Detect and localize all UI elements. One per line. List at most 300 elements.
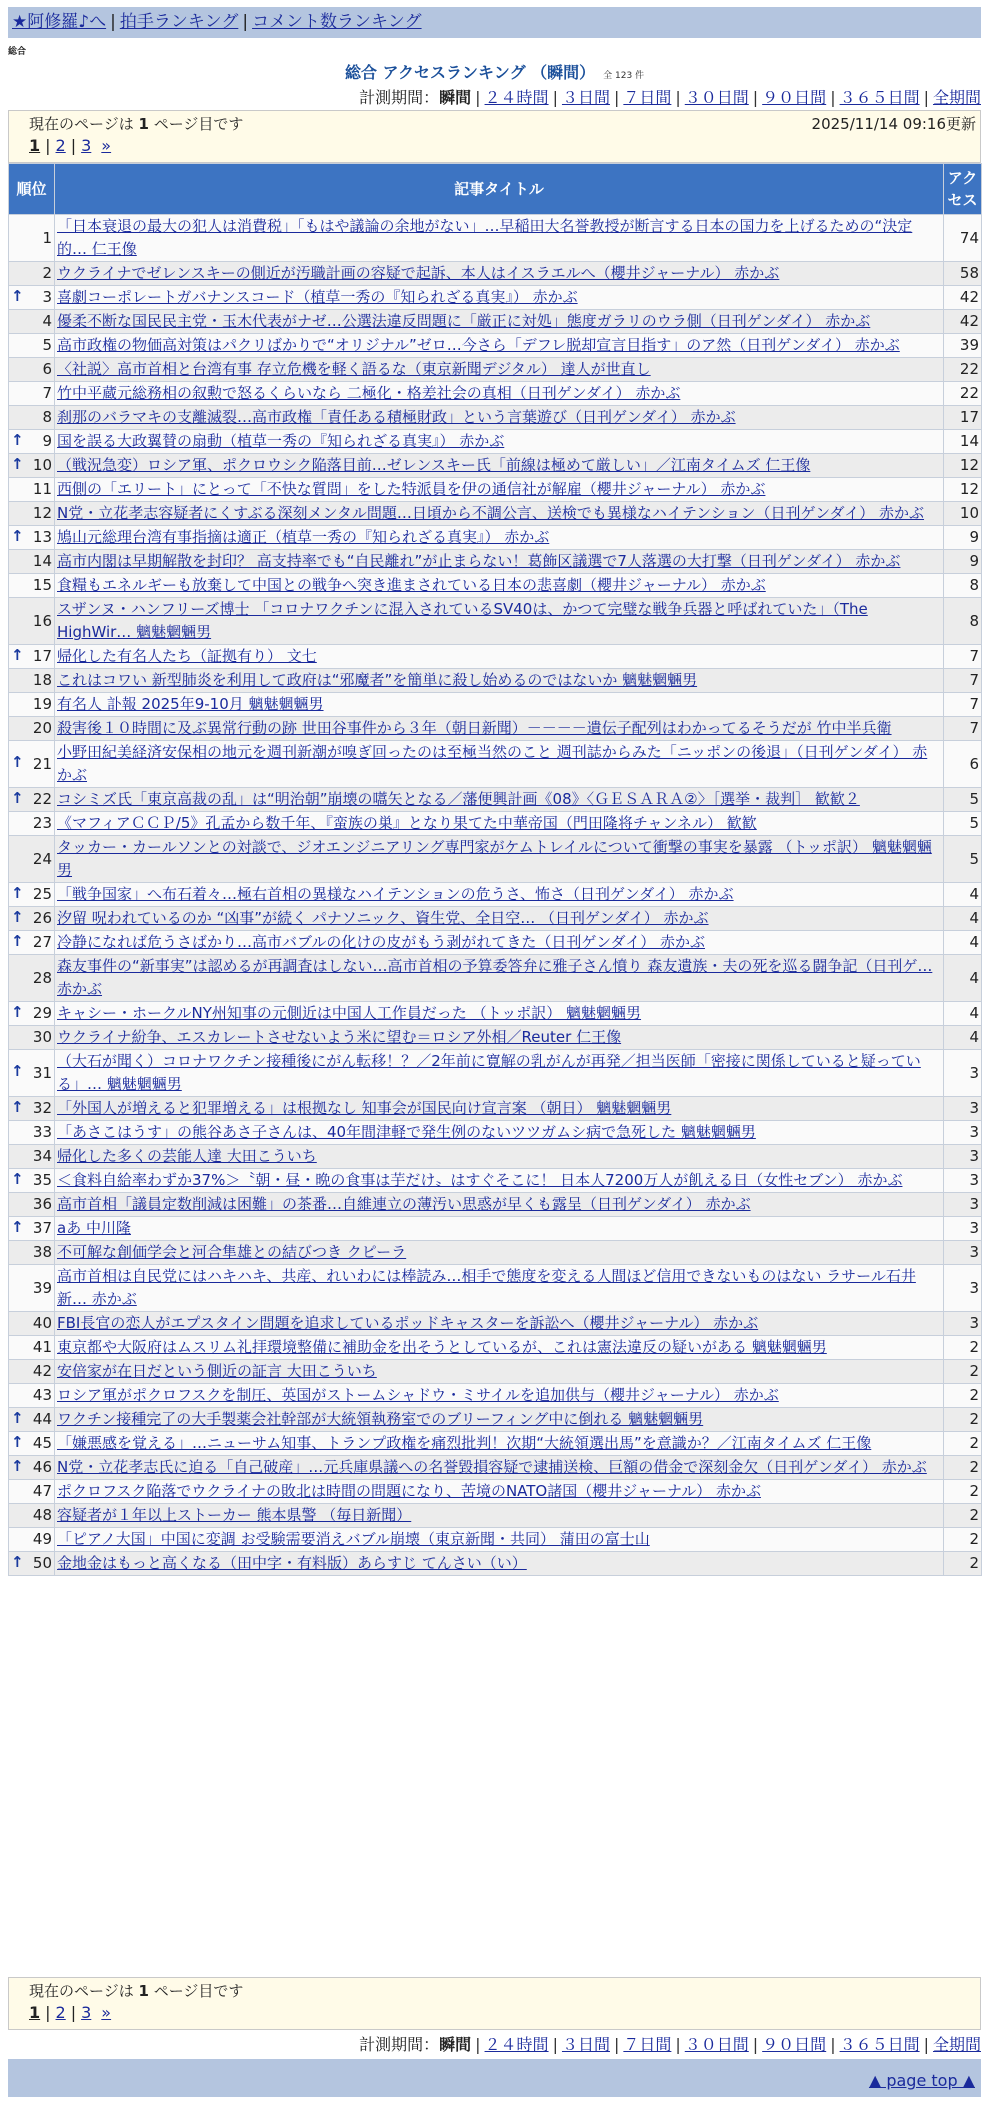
title-cell	[55, 1265, 944, 1312]
period-link-24h[interactable]: ２４時間	[484, 88, 549, 107]
updated-timestamp: 2025/11/14 09:16更新	[811, 115, 976, 133]
title-cell	[55, 286, 944, 310]
title-cell	[55, 1336, 944, 1360]
rank-number: 3	[42, 288, 52, 306]
table-row	[9, 215, 982, 262]
access-count: 8	[944, 574, 982, 598]
table-row	[9, 1552, 982, 1576]
access-count: 3	[944, 1050, 982, 1097]
rank-cell	[9, 550, 55, 574]
rank-cell	[9, 907, 55, 931]
rank-number: 32	[32, 1099, 52, 1117]
rank-cell	[9, 1552, 55, 1576]
title-cell	[55, 1026, 944, 1050]
title-cell	[55, 526, 944, 550]
table-row	[9, 907, 982, 931]
article-title-link[interactable]: 高市首相「議員定数削減は困難」の茶番…自維連立の薄汚い思惑が早くも露呈（日刊ゲンダイ） 赤かぶ	[57, 1195, 751, 1213]
article-title-link[interactable]: N党・立花孝志氏に迫る「自己破産」…元兵庫県議への名誉毀損容疑で逮捕送検、巨額の借金で深刻金欠（日刊ゲンダイ） 赤かぶ	[57, 1458, 927, 1476]
title-cell	[55, 430, 944, 454]
rank-number: 10	[32, 456, 52, 474]
access-count: 2	[944, 1360, 982, 1384]
page-next-link[interactable]: »	[101, 2003, 112, 2022]
rank-cell	[9, 788, 55, 812]
access-count: 4	[944, 955, 982, 1002]
footer-bar	[8, 2059, 981, 2097]
comment-ranking-link[interactable]: コメント数ランキング	[252, 12, 422, 32]
rank-number: 48	[32, 1506, 52, 1524]
article-title-link[interactable]: 安倍家が在日だという側近の証言 大田こういち	[57, 1362, 377, 1380]
access-count: 3	[944, 1169, 982, 1193]
access-count: 3	[944, 1193, 982, 1217]
rank-up-arrow-icon: ↑	[11, 1432, 24, 1451]
rank-number: 25	[32, 885, 52, 903]
rank-number: 8	[42, 408, 52, 426]
rank-number: 1	[42, 228, 52, 247]
current-page-text: 現在のページは 1 ページ目です	[29, 115, 244, 133]
table-row	[9, 1217, 982, 1241]
rank-cell	[9, 1528, 55, 1552]
rank-cell	[9, 1312, 55, 1336]
article-title-link[interactable]: 有名人 訃報 2025年9-10月 魑魅魍魎男	[57, 695, 324, 713]
article-title-link[interactable]: ウクライナ紛争、エスカレートさせないよう米に望む＝ロシア外相／Reuter 仁王像	[57, 1028, 622, 1046]
table-row	[9, 574, 982, 598]
title-cell	[55, 812, 944, 836]
ranking-table	[8, 163, 982, 1576]
rank-cell	[9, 454, 55, 478]
title-cell	[55, 334, 944, 358]
access-count: 10	[944, 502, 982, 526]
page-link-2[interactable]: 2	[55, 136, 66, 155]
title-cell	[55, 1145, 944, 1169]
article-title-link[interactable]: ポクロフスク陥落でウクライナの敗北は時間の問題になり、苦境のNATO諸国（櫻井ジャーナル） 赤かぶ	[57, 1482, 761, 1500]
rank-cell	[9, 1480, 55, 1504]
period-current: 瞬間	[439, 2035, 472, 2054]
table-row	[9, 1336, 982, 1360]
table-row	[9, 931, 982, 955]
access-count: 4	[944, 883, 982, 907]
nav-separator: |	[242, 12, 249, 32]
rank-number: 24	[32, 849, 52, 868]
rank-cell	[9, 1217, 55, 1241]
rank-up-arrow-icon: ↑	[11, 430, 24, 449]
article-title-link[interactable]: 刹那のバラマキの支離滅裂…高市政権「責任ある積極財政」という言葉遊び（日刊ゲンダイ） 赤かぶ	[57, 408, 736, 426]
access-count: 2	[944, 1552, 982, 1576]
rank-cell	[9, 286, 55, 310]
table-row	[9, 812, 982, 836]
pagination-bottom: 1 | 2 | 3 »	[29, 2003, 112, 2022]
title-cell	[55, 883, 944, 907]
table-row	[9, 1432, 982, 1456]
article-title-link[interactable]: 東京都や大阪府はムスリム礼拝環境整備に補助金を出そうとしているが、これは憲法違反の疑いがある 魑魅魍魎男	[57, 1338, 827, 1356]
rank-cell	[9, 717, 55, 741]
article-title-link[interactable]: （大石が聞く）コロナワクチン接種後にがん転移！？／2年前に寛解の乳がんが再発／担当医師「密接に関係していると疑っている」… 魑魅魍魎男	[57, 1052, 921, 1093]
article-title-link[interactable]: ロシア軍がポクロフスクを制圧、英国がストームシャドウ・ミサイルを追加供与（櫻井ジャーナル） 赤かぶ	[57, 1386, 779, 1404]
article-title-link[interactable]: これはコワい 新型肺炎を利用して政府は“邪魔者”を簡単に殺し始めるのではないか 魑魅魍魎男	[57, 671, 698, 689]
rank-cell	[9, 693, 55, 717]
rank-number: 33	[32, 1123, 52, 1141]
table-row	[9, 598, 982, 645]
period-link-90d[interactable]: ９０日間	[762, 2035, 827, 2054]
page-next-link[interactable]: »	[101, 136, 112, 155]
table-row	[9, 430, 982, 454]
table-row	[9, 1312, 982, 1336]
article-title-link[interactable]: 西側の「エリート」にとって「不快な質問」をした特派員を伊の通信社が解雇（櫻井ジャーナル） 赤かぶ	[57, 480, 766, 498]
rank-number: 30	[32, 1028, 52, 1046]
rank-number: 44	[32, 1410, 52, 1428]
table-row	[9, 478, 982, 502]
title-cell	[55, 788, 944, 812]
table-row	[9, 262, 982, 286]
rank-up-arrow-icon: ↑	[11, 1552, 24, 1571]
article-title-link[interactable]: 殺害後１０時間に及ぶ異常行動の跡 世田谷事件から３年（朝日新聞）－－－－遺伝子配列はわかってるそうだが 竹中半兵衛	[57, 719, 892, 737]
rank-number: 13	[32, 528, 52, 546]
title-cell	[55, 1193, 944, 1217]
period-link-90d[interactable]: ９０日間	[762, 88, 827, 107]
article-title-link[interactable]: 不可解な創価学会と河合隼雄との結びつき クピーラ	[57, 1243, 407, 1261]
access-count: 74	[944, 215, 982, 262]
access-count: 2	[944, 1336, 982, 1360]
table-row	[9, 550, 982, 574]
rank-cell	[9, 1432, 55, 1456]
title-cell	[55, 1097, 944, 1121]
period-link-7d[interactable]: ７日間	[623, 88, 672, 107]
article-title-link[interactable]: 帰化した有名人たち（証拠有り） 文七	[57, 647, 317, 665]
access-count: 42	[944, 286, 982, 310]
period-current: 瞬間	[439, 88, 472, 107]
rank-cell	[9, 1384, 55, 1408]
article-title-link[interactable]: 汐留 呪われているのか “凶事”が続く パナソニック、資生党、全日空… （日刊ゲンダイ） 赤かぶ	[57, 909, 709, 927]
access-count: 4	[944, 1026, 982, 1050]
article-title-link[interactable]: 〈社説〉高市首相と台湾有事 存立危機を軽く語るな（東京新聞デジタル） 達人が世直し	[57, 360, 651, 378]
article-title-link[interactable]: 「嫌悪感を覚える」…ニューサム知事、トランプ政権を痛烈批判！次期“大統領選出馬”を意識か？／江南タイムズ 仁王像	[57, 1434, 872, 1452]
table-row	[9, 669, 982, 693]
page-top-link[interactable]: ▲ page top ▲	[868, 2071, 975, 2090]
table-row	[9, 1241, 982, 1265]
page-info-box-top	[8, 110, 981, 163]
title-cell	[55, 215, 944, 262]
article-title-link[interactable]: 小野田紀美経済安保相の地元を週刊新潮が嗅ぎ回ったのは至極当然のこと 週刊誌からみた「ニッポンの後退」（日刊ゲンダイ） 赤かぶ	[57, 743, 928, 784]
rank-cell	[9, 1408, 55, 1432]
rank-number: 42	[32, 1362, 52, 1380]
table-row	[9, 883, 982, 907]
table-row	[9, 502, 982, 526]
article-title-link[interactable]: 国を誤る大政翼賛の扇動（植草一秀の『知られざる真実』） 赤かぶ	[57, 432, 505, 450]
rank-number: 46	[32, 1458, 52, 1476]
article-title-link[interactable]: 「ピアノ大国」中国に変調 お受験需要消えバブル崩壊（東京新聞・共同） 蒲田の富士山	[57, 1530, 650, 1548]
article-title-link[interactable]: 食糧もエネルギーも放棄して中国との戦争へ突き進まされている日本の悲喜劇（櫻井ジャーナル） 赤かぶ	[57, 576, 766, 594]
rank-cell	[9, 502, 55, 526]
rank-up-arrow-icon: ↑	[11, 1408, 24, 1427]
rank-cell	[9, 334, 55, 358]
period-link-365d[interactable]: ３６５日間	[839, 88, 920, 107]
access-count: 14	[944, 430, 982, 454]
article-title-link[interactable]: 「外国人が増えると犯罪増える」は根拠なし 知事会が国民向け宣言案 （朝日） 魑魅魍魎男	[57, 1099, 672, 1117]
rank-number: 41	[32, 1338, 52, 1356]
rank-up-arrow-icon: ↑	[11, 907, 24, 926]
table-row	[9, 382, 982, 406]
rank-cell	[9, 931, 55, 955]
rank-cell	[9, 310, 55, 334]
title-cell	[55, 1121, 944, 1145]
title-cell	[55, 931, 944, 955]
rank-number: 40	[32, 1314, 52, 1332]
article-title-link[interactable]: キャシー・ホークルNY州知事の元側近は中国人工作員だった （トッポ訳） 魑魅魍魎男	[57, 1004, 642, 1022]
rank-up-arrow-icon: ↑	[11, 931, 24, 950]
table-row	[9, 1169, 982, 1193]
access-count: 58	[944, 262, 982, 286]
rank-cell	[9, 1504, 55, 1528]
nav-separator: |	[110, 12, 116, 32]
title-cell	[55, 1408, 944, 1432]
rank-number: 11	[32, 480, 52, 498]
page-info-box-bottom	[8, 1977, 981, 2030]
rank-number: 31	[32, 1063, 52, 1082]
title-cell	[55, 358, 944, 382]
rank-cell	[9, 741, 55, 788]
title-cell	[55, 502, 944, 526]
title-cell	[55, 406, 944, 430]
rank-number: 12	[32, 504, 52, 522]
rank-cell	[9, 1456, 55, 1480]
rank-number: 14	[32, 552, 52, 570]
rank-cell	[9, 382, 55, 406]
title-cell	[55, 382, 944, 406]
page-current: 1	[29, 2003, 41, 2022]
access-count: 9	[944, 526, 982, 550]
period-link-all[interactable]: 全期間	[932, 88, 981, 107]
table-row	[9, 1026, 982, 1050]
rank-cell	[9, 812, 55, 836]
rank-number: 19	[32, 695, 52, 713]
rank-up-arrow-icon: ↑	[11, 1062, 24, 1080]
title-cell	[55, 478, 944, 502]
access-count: 5	[944, 836, 982, 883]
access-count: 6	[944, 741, 982, 788]
rank-cell	[9, 526, 55, 550]
rank-cell	[9, 1145, 55, 1169]
period-link-3d[interactable]: ３日間	[561, 2035, 610, 2054]
period-link-24h[interactable]: ２４時間	[484, 2035, 549, 2054]
rank-number: 37	[32, 1219, 52, 1237]
page-link-3[interactable]: 3	[81, 2003, 92, 2022]
table-row	[9, 1456, 982, 1480]
access-count: 5	[944, 788, 982, 812]
article-title-link[interactable]: 冷静になれば危うさばかり…高市バブルの化けの皮がもう剥がれてきた（日刊ゲンダイ） 赤かぶ	[57, 933, 705, 951]
rank-number: 18	[32, 671, 52, 689]
rank-number: 16	[32, 611, 52, 630]
clap-ranking-link[interactable]: 拍手ランキング	[119, 12, 239, 32]
table-row	[9, 1265, 982, 1312]
col-header-title: 記事タイトル	[55, 164, 944, 215]
article-title-link[interactable]: FBI長官の恋人がエプスタイン問題を追求しているポッドキャスターを訴訟へ（櫻井ジャーナル） 赤かぶ	[57, 1314, 759, 1332]
table-row	[9, 955, 982, 1002]
title-cell	[55, 1432, 944, 1456]
table-row	[9, 1050, 982, 1097]
table-row	[9, 358, 982, 382]
title-cell	[55, 1312, 944, 1336]
title-cell	[55, 1552, 944, 1576]
rank-cell	[9, 1193, 55, 1217]
article-title-link[interactable]: 「日本衰退の最大の犯人は消費税」「もはや議論の余地がない」…早稲田大名誉教授が断言する日本の国力を上げるための“決定的… 仁王像	[57, 217, 913, 258]
pagination-top: 1 | 2 | 3 »	[29, 136, 112, 155]
access-count: 2	[944, 1528, 982, 1552]
access-count: 8	[944, 598, 982, 645]
article-title-link[interactable]: ワクチン接種完了の大手製薬会社幹部が大統領執務室でのブリーフィング中に倒れる 魑魅魍魎男	[57, 1410, 704, 1428]
rank-cell	[9, 1169, 55, 1193]
rank-number: 20	[32, 719, 52, 737]
rank-number: 17	[32, 647, 52, 665]
article-title-link[interactable]: 「戦争国家」へ布石着々…極右首相の異様なハイテンションの危うさ、怖さ（日刊ゲンダイ） 赤かぶ	[57, 885, 734, 903]
ranking-title: 総合 アクセスランキング （瞬間）	[344, 63, 596, 82]
access-count: 3	[944, 1241, 982, 1265]
period-selector-top: 計測期間：瞬間 | ２４時間 | ３日間 | ７日間 | ３０日間 | ９０日間 | ３６５日間 | 全期間	[359, 88, 981, 107]
article-title-link[interactable]: 高市政権の物価高対策はパクリばかりで“オリジナル”ゼロ…今さら「デフレ脱却宣言目指す」のア然（日刊ゲンダイ） 赤かぶ	[57, 336, 900, 354]
rank-cell	[9, 574, 55, 598]
title-cell	[55, 645, 944, 669]
period-selector-bottom: 計測期間：瞬間 | ２４時間 | ３日間 | ７日間 | ３０日間 | ９０日間 | ３６５日間 | 全期間	[359, 2035, 981, 2054]
table-row	[9, 1384, 982, 1408]
rank-number: 34	[32, 1147, 52, 1165]
article-title-link[interactable]: ＜食料自給率わずか37%＞〝朝・昼・晩の食事は芋だけ〟はすぐそこに！ 日本人7200万人が飢える日（女性セブン） 赤かぶ	[57, 1171, 903, 1189]
period-label: 計測期間：	[359, 2035, 440, 2054]
article-title-link[interactable]: 鳩山元総理台湾有事指摘は適正（植草一秀の『知られざる真実』） 赤かぶ	[57, 528, 550, 546]
rank-up-arrow-icon: ↑	[11, 1002, 24, 1021]
rank-up-arrow-icon: ↑	[11, 1097, 24, 1116]
article-title-link[interactable]: 「あさこはうす」の熊谷あさ子さんは、40年間津軽で発生例のないツツガムシ病で急死した 魑魅魍魎男	[57, 1123, 756, 1141]
access-count: 9	[944, 550, 982, 574]
title-cell	[55, 1169, 944, 1193]
page-link-2[interactable]: 2	[55, 2003, 66, 2022]
rank-up-arrow-icon: ↑	[11, 526, 24, 545]
article-title-link[interactable]: 金地金はもっと高くなる（田中字・有料版）あらすじ てんさい（い）	[57, 1554, 527, 1572]
access-count: 22	[944, 358, 982, 382]
article-title-link[interactable]: 高市首相は自民党にはハキハキ、共産、れいわには棒読み…相手で態度を変える人間ほど信用できないものはない ラサール石井 新… 赤かぶ	[57, 1267, 916, 1308]
rank-number: 27	[32, 933, 52, 951]
access-count: 3	[944, 1265, 982, 1312]
rank-number: 15	[32, 576, 52, 594]
rank-cell	[9, 1241, 55, 1265]
rank-number: 6	[42, 360, 52, 378]
rank-cell	[9, 1097, 55, 1121]
article-title-link[interactable]: aあ 中川隆	[57, 1219, 131, 1237]
table-row	[9, 788, 982, 812]
rank-cell	[9, 430, 55, 454]
table-row	[9, 310, 982, 334]
access-count: 7	[944, 645, 982, 669]
access-count: 5	[944, 812, 982, 836]
rank-up-arrow-icon: ↑	[11, 788, 24, 807]
period-link-3d[interactable]: ３日間	[561, 88, 610, 107]
rank-number: 38	[32, 1243, 52, 1261]
table-row	[9, 1504, 982, 1528]
period-link-30d[interactable]: ３０日間	[684, 2035, 749, 2054]
home-link[interactable]: ★阿修羅♪へ	[12, 12, 107, 32]
article-title-link[interactable]: 高市内閣は早期解散を封印？ 高支持率でも“自民離れ”が止まらない！葛飾区議選で7人落選の大打撃（日刊ゲンダイ） 赤かぶ	[57, 552, 901, 570]
title-cell	[55, 310, 944, 334]
table-row	[9, 1408, 982, 1432]
access-count: 3	[944, 1097, 982, 1121]
access-count: 7	[944, 717, 982, 741]
ranking-title-line	[0, 60, 989, 83]
rank-up-arrow-icon: ↑	[11, 454, 24, 473]
rank-number: 36	[32, 1195, 52, 1213]
title-cell	[55, 1217, 944, 1241]
title-cell	[55, 262, 944, 286]
rank-cell	[9, 645, 55, 669]
rank-cell	[9, 1050, 55, 1097]
table-row	[9, 836, 982, 883]
article-title-link[interactable]: 《マフィアＣＣＰ/5》孔孟から数千年、『蛮族の巣』となり果てた中華帝国（門田隆将チャンネル） 歓歓	[57, 814, 757, 832]
top-nav-bar	[8, 7, 981, 38]
period-link-7d[interactable]: ７日間	[623, 2035, 672, 2054]
rank-cell	[9, 1002, 55, 1026]
article-title-link[interactable]: タッカー・カールソンとの対談で、ジオエンジニアリング専門家がケムトレイルについて衝撃の事実を暴露 （トッポ訳） 魑魅魍魎男	[57, 838, 932, 879]
access-count: 2	[944, 1408, 982, 1432]
rank-number: 28	[32, 968, 52, 987]
period-link-30d[interactable]: ３０日間	[684, 88, 749, 107]
table-row	[9, 526, 982, 550]
title-cell	[55, 1384, 944, 1408]
rank-number: 7	[42, 384, 52, 402]
table-row	[9, 454, 982, 478]
access-count: 12	[944, 478, 982, 502]
rank-cell	[9, 1265, 55, 1312]
article-title-link[interactable]: 森友事件の“新事実”は認めるが再調査はしない…高市首相の予算委答弁に雅子さん憤り 森友遺族・夫の死を巡る闘争記（日刊ゲ… 赤かぶ	[57, 957, 933, 998]
rank-number: 35	[32, 1171, 52, 1189]
article-title-link[interactable]: 優柔不断な国民民主党・玉木代表がナゼ…公選法違反問題に「厳正に対処」態度ガラリのウラ側（日刊ゲンダイ） 赤かぶ	[57, 312, 871, 330]
table-row	[9, 1121, 982, 1145]
title-cell	[55, 693, 944, 717]
period-label: 計測期間：	[359, 88, 440, 107]
title-cell	[55, 955, 944, 1002]
col-header-access: アクセス	[944, 164, 982, 215]
article-title-link[interactable]: コシミズ氏「東京高裁の乱」は“明治朝”崩壊の嚆矢となる／藩便興計画《08》〈ＧＥＳＡＲＡ②〉［選挙・裁判］ 歓歓２	[57, 790, 860, 808]
table-row	[9, 1193, 982, 1217]
table-row	[9, 1145, 982, 1169]
article-title-link[interactable]: 竹中平蔵元総務相の叙勲で怒るくらいなら 二極化・格差社会の真相（日刊ゲンダイ） 赤かぶ	[57, 384, 681, 402]
rank-number: 39	[32, 1278, 52, 1297]
category-label: 総合	[8, 47, 27, 57]
article-title-link[interactable]: スザンヌ・ハンフリーズ博士 「コロナワクチンに混入されているSV40は、かつて完璧な戦争兵器と呼ばれていた」（The HighWir… 魑魅魍魎男	[57, 600, 868, 641]
rank-number: 49	[32, 1530, 52, 1548]
rank-cell	[9, 883, 55, 907]
access-count: 42	[944, 310, 982, 334]
article-title-link[interactable]: 喜劇コーポレートガバナンスコード（植草一秀の『知られざる真実』） 赤かぶ	[57, 288, 578, 306]
title-cell	[55, 454, 944, 478]
rank-number: 9	[42, 432, 52, 450]
title-cell	[55, 741, 944, 788]
period-link-all[interactable]: 全期間	[932, 2035, 981, 2054]
rank-cell	[9, 262, 55, 286]
table-row	[9, 1097, 982, 1121]
access-count: 3	[944, 1145, 982, 1169]
article-title-link[interactable]: （戦況急変）ロシア軍、ポクロウシク陥落目前…ゼレンスキー氏「前線は極めて厳しい」／江南タイムズ 仁王像	[57, 456, 811, 474]
article-title-link[interactable]: 容疑者が１年以上ストーカー 熊本県警 （毎日新聞）	[57, 1506, 412, 1524]
access-count: 4	[944, 1002, 982, 1026]
page-link-3[interactable]: 3	[81, 136, 92, 155]
article-title-link[interactable]: ウクライナでゼレンスキーの側近が汚職計画の容疑で起訴、本人はイスラエルへ（櫻井ジャーナル） 赤かぶ	[57, 264, 780, 282]
table-row	[9, 1480, 982, 1504]
article-title-link[interactable]: N党・立花孝志容疑者にくすぶる深刻メンタル問題…日頃から不調公言、送検でも異様なハイテンション（日刊ゲンダイ） 赤かぶ	[57, 504, 925, 522]
period-link-365d[interactable]: ３６５日間	[839, 2035, 920, 2054]
access-count: 4	[944, 907, 982, 931]
table-row	[9, 334, 982, 358]
rank-up-arrow-icon: ↑	[11, 1169, 24, 1188]
article-title-link[interactable]: 帰化した多くの芸能人達 大田こういち	[57, 1147, 317, 1165]
title-cell	[55, 1504, 944, 1528]
table-row	[9, 286, 982, 310]
title-cell	[55, 1480, 944, 1504]
